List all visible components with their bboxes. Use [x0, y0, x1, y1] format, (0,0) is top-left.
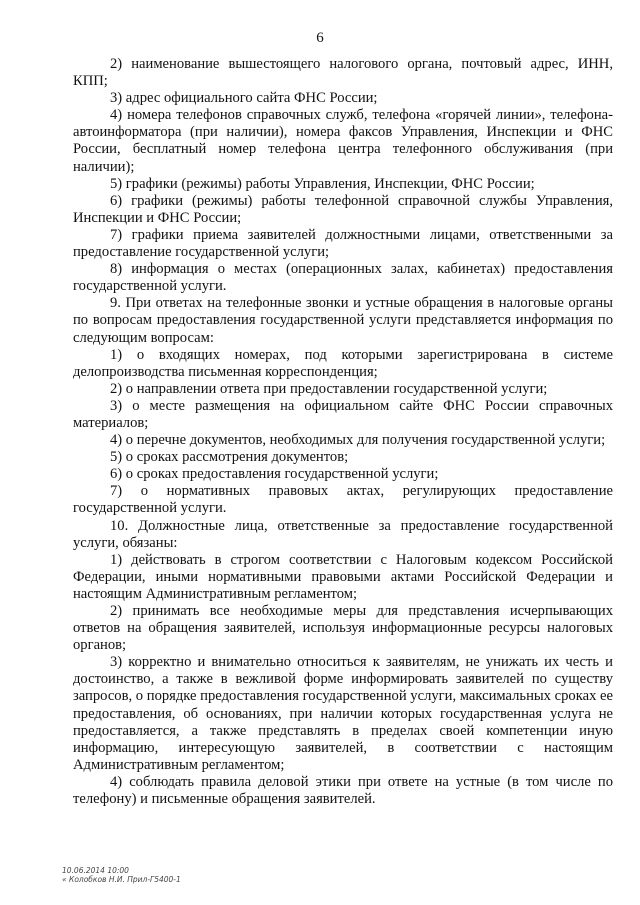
paragraph: 6) о сроках предоставления государственной услуги; [110, 466, 439, 483]
paragraph: 5) графики (режимы) работы Управления, Инспекции, ФНС России; [110, 175, 535, 192]
paragraph: 4) о перечне документов, необходимых для получения государственной услуги; [110, 432, 606, 449]
paragraph: 2) наименование вышестоящего налогового органа, почтовый адрес, ИНН, КПП; [73, 56, 613, 90]
paragraph: 9. При ответах на телефонные звонки и устные обращения в налоговые органы по вопросам предоставления государственной услуги представляется информация по следующим вопросам: [73, 295, 613, 346]
paragraph: 6) графики (режимы) работы телефонной справочной службы Управления, Инспекции и ФНС России; [73, 192, 613, 226]
paragraph: 7) графики приема заявителей должностными лицами, ответственными за предоставление государственной услуги; [73, 226, 613, 261]
paragraph: 10. Должностные лица, ответственные за предоставление государственной услуги, обязаны: [73, 517, 613, 551]
document-footer [62, 866, 181, 884]
paragraph: 2) о направлении ответа при предоставлении государственной услуги; [110, 380, 548, 397]
paragraph: 1) действовать в строгом соответствии с Налоговым кодексом Российской Федерации, иными нормативными правовыми актами Российской Федерации и настоящим Административным регламентом; [73, 551, 613, 602]
document-body [73, 56, 613, 808]
footer-file-reference: « Колобков Н.И. Прил-Г5400-1 [62, 875, 181, 884]
page-number: 6 [316, 30, 324, 46]
footer-timestamp: 10.06.2014 10:00 [62, 866, 129, 875]
paragraph: 1) о входящих номерах, под которыми зарегистрирована в системе делопроизводства письменная корреспонденция; [73, 346, 613, 380]
paragraph: 7) о нормативных правовых актах, регулирующих предоставление государственной услуги. [73, 483, 613, 517]
paragraph: 3) адрес официального сайта ФНС России; [110, 90, 378, 107]
paragraph: 2) принимать все необходимые меры для представления исчерпывающих ответов на обращения заявителей, используя информационные ресурсы налоговых органов; [73, 603, 613, 654]
paragraph: 8) информация о местах (операционных залах, кабинетах) предоставления государственной услуги. [73, 261, 613, 295]
paragraph: 4) соблюдать правила деловой этики при ответе на устные (в том числе по телефону) и письменные обращения заявителей. [73, 773, 613, 808]
paragraph: 3) о месте размещения на официальном сайте ФНС России справочных материалов; [73, 397, 613, 431]
paragraph: 4) номера телефонов справочных служб, телефона «горячей линии», телефона-автоинформатора (при наличии), номера факсов Управления, Инспекции и ФНС России, бесплатный номер телефона центра телефонного обслуживания (при наличии); [73, 107, 613, 175]
paragraph: 3) корректно и внимательно относиться к заявителям, не унижать их честь и достоинство, а также в вежливой форме информировать заявителей по существу запросов, о порядке предоставления государственной услуги, максимальных сроках ее предоставления, об основаниях, при наличии которых государственная услуга не предоставляется, а также представлять в пределах своей компетенции иную информацию, интересующую заявителей, в соответствии с настоящим Административным регламентом; [73, 654, 613, 773]
paragraph: 5) о сроках рассмотрения документов; [110, 449, 349, 466]
